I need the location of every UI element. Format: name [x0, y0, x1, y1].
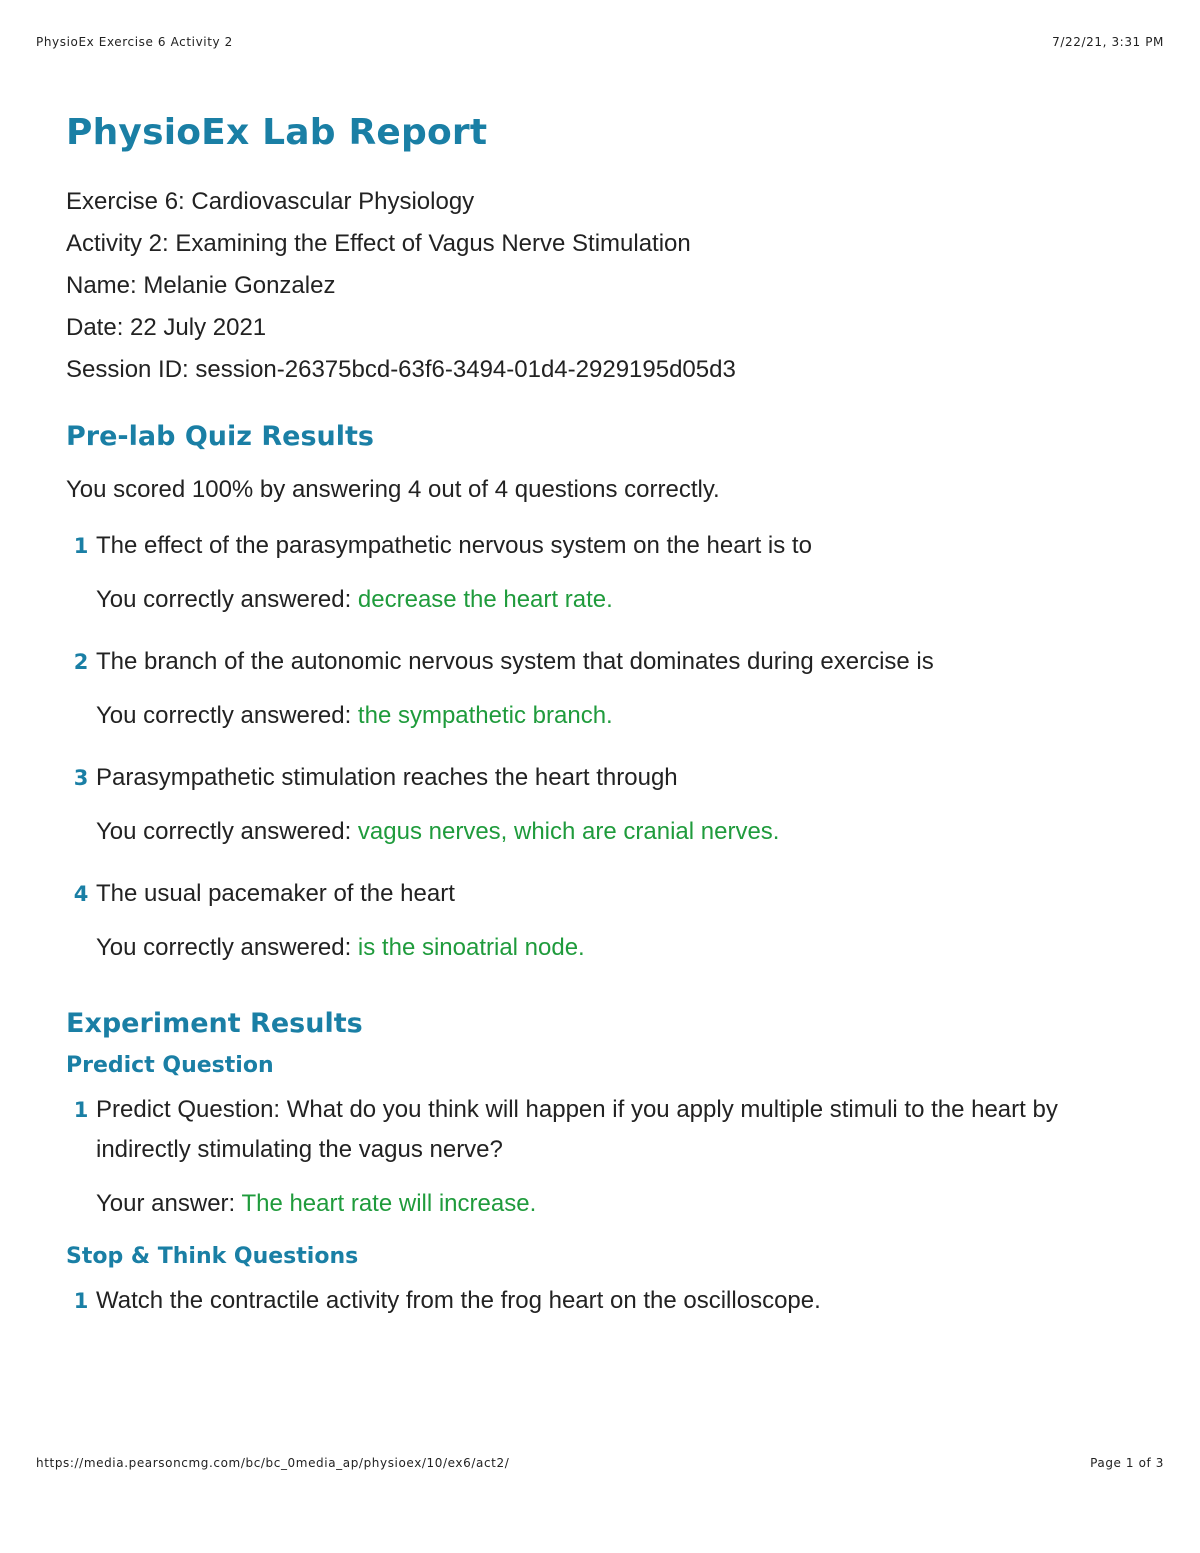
question-number: 3 — [73, 766, 89, 790]
date-line: Date: 22 July 2021 — [66, 314, 267, 341]
answer-value: vagus nerves, which are cranial nerves. — [357, 818, 780, 845]
answer-prefix: You correctly answered: — [96, 934, 358, 961]
prelab-question-list — [66, 526, 1156, 968]
question-number: 2 — [73, 650, 89, 674]
print-header-datetime: 7/22/21, 3:31 PM — [1052, 35, 1164, 49]
predict-question — [66, 1090, 1156, 1224]
name-line: Name: Melanie Gonzalez — [66, 272, 336, 299]
prelab-score: You scored 100% by answering 4 out of 4 questions correctly. — [66, 476, 720, 503]
print-header-title: PhysioEx Exercise 6 Activity 2 — [36, 35, 233, 49]
print-footer — [36, 1456, 1164, 1470]
prelab-question — [66, 758, 1156, 852]
answer-prefix: You correctly answered: — [96, 586, 358, 613]
question-text: Parasympathetic stimulation reaches the heart through — [96, 764, 678, 791]
answer-value: decrease the heart rate. — [357, 586, 613, 613]
activity-line: Activity 2: Examining the Effect of Vagus Nerve Stimulation — [66, 230, 691, 257]
stop-think-question — [66, 1281, 1156, 1321]
exercise-line: Exercise 6: Cardiovascular Physiology — [66, 188, 475, 215]
answer-line — [96, 580, 1156, 620]
question-number: 1 — [73, 1098, 89, 1122]
print-footer-url: https://media.pearsoncmg.com/bc/bc_0media_ap/physioex/10/ex6/act2/ — [36, 1456, 510, 1470]
answer-prefix: Your answer: — [96, 1190, 242, 1217]
session-line: Session ID: session-26375bcd-63f6-3494-01d4-2929195d05d3 — [66, 356, 736, 383]
question-text: Watch the contractile activity from the frog heart on the oscilloscope. — [96, 1287, 821, 1314]
question-text: The usual pacemaker of the heart — [96, 880, 455, 907]
answer-line — [96, 812, 1156, 852]
stop-think-heading: Stop & Think Questions — [66, 1244, 359, 1269]
experiment-heading: Experiment Results — [66, 1008, 363, 1039]
answer-value: is the sinoatrial node. — [357, 934, 585, 961]
question-number: 4 — [73, 882, 89, 906]
answer-line — [96, 1184, 1156, 1224]
answer-line — [96, 696, 1156, 736]
prelab-question — [66, 874, 1156, 968]
prelab-heading: Pre-lab Quiz Results — [66, 421, 374, 452]
question-text: The effect of the parasympathetic nervous system on the heart is to — [96, 532, 812, 559]
report-content — [66, 112, 1156, 1321]
question-text: Predict Question: What do you think will happen if you apply multiple stimuli to the heart by indirectly stimulating the vagus nerve? — [96, 1096, 1058, 1163]
print-footer-page: Page 1 of 3 — [1090, 1456, 1164, 1470]
answer-line — [96, 928, 1156, 968]
answer-prefix: You correctly answered: — [96, 702, 358, 729]
report-meta — [66, 181, 1156, 391]
question-number: 1 — [73, 1289, 89, 1313]
predict-heading: Predict Question — [66, 1053, 274, 1078]
answer-value: the sympathetic branch. — [357, 702, 613, 729]
answer-prefix: You correctly answered: — [96, 818, 358, 845]
question-number: 1 — [73, 534, 89, 558]
prelab-question — [66, 642, 1156, 736]
answer-value: The heart rate will increase. — [241, 1190, 537, 1217]
report-title: PhysioEx Lab Report — [66, 112, 488, 153]
print-header — [36, 35, 1164, 49]
prelab-question — [66, 526, 1156, 620]
question-text: The branch of the autonomic nervous system that dominates during exercise is — [96, 648, 934, 675]
